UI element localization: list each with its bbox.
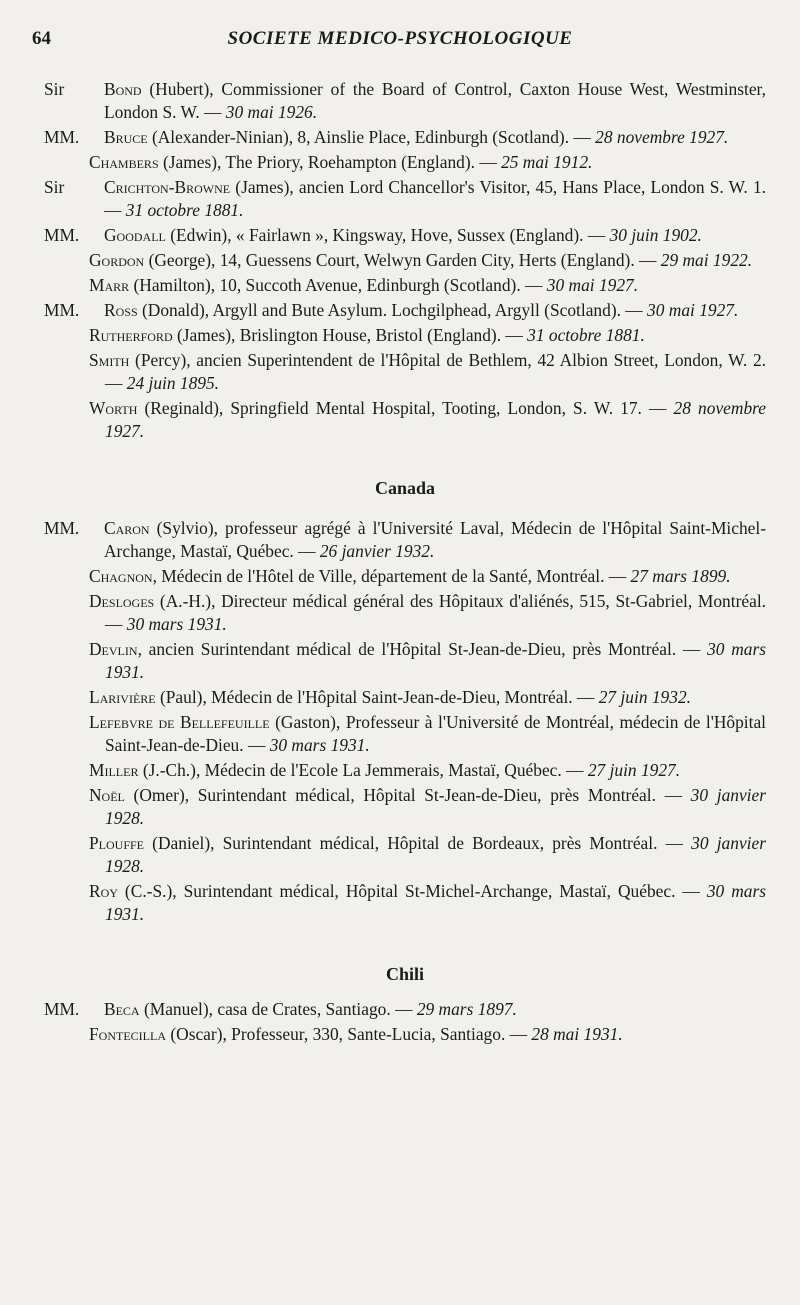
member-prefix: MM.	[44, 225, 80, 245]
member-details: (Reginald), Springfield Mental Hospital, Tooting, London, S. W. 17. —	[137, 398, 674, 418]
member-date: 25 mai 1912.	[501, 152, 593, 172]
member-prefix: MM.	[44, 999, 80, 1019]
member-name: Smith	[89, 350, 130, 370]
member-name: Worth	[89, 398, 138, 418]
member-entry	[44, 590, 766, 636]
member-details: (Oscar), Professeur, 330, Sante-Lucia, Santiago. —	[166, 1024, 532, 1044]
member-date: 30 mars 1931.	[126, 614, 227, 634]
member-details: (J.-Ch.), Médecin de l'Ecole La Jemmerais, Mastaï, Québec. —	[138, 760, 588, 780]
member-prefix: Sir	[44, 177, 65, 197]
member-date: 29 mai 1922.	[660, 250, 753, 270]
member-date: 27 mars 1899.	[630, 566, 731, 586]
member-details: (Paul), Médecin de l'Hôpital Saint-Jean-de-Dieu, Montréal. —	[155, 687, 599, 707]
member-name: Chambers	[89, 152, 159, 172]
member-name: Fontecilla	[89, 1024, 166, 1044]
member-date: 30 mai 1927.	[647, 300, 739, 320]
member-name: Marr	[89, 275, 130, 295]
member-entry	[44, 784, 766, 830]
member-details: (Hamilton), 10, Succoth Avenue, Edinburgh (Scotland). —	[129, 275, 547, 295]
member-prefix: MM.	[44, 300, 80, 320]
member-name: Bruce	[104, 127, 148, 147]
member-prefix: MM.	[44, 127, 80, 147]
section-heading: Canada	[374, 478, 436, 498]
member-details: (James), Brislington House, Bristol (England). —	[172, 325, 528, 345]
member-details: (C.-S.), Surintendant médical, Hôpital St-Michel-Archange, Mastaï, Québec. —	[117, 881, 707, 901]
member-entry	[44, 78, 766, 124]
member-name: Crichton-Browne	[104, 177, 231, 197]
member-date: 30 mai 1927.	[546, 275, 639, 295]
member-details: (Gaston), Professeur à l'Université de Montréal, médecin de l'Hôpital Saint-Jean-de-Dieu. —	[105, 712, 766, 755]
member-entry	[44, 349, 766, 395]
member-date: 24 juin 1895.	[126, 373, 220, 393]
member-date: 28 novembre 1927.	[595, 127, 729, 147]
member-name: Lefebvre de Bellefeuille	[89, 712, 270, 732]
member-details: (Hubert), Commissioner of the Board of Control, Caxton House West, Westminster, London S. W. —	[104, 79, 766, 122]
member-details: (Percy), ancien Superintendent de l'Hôpital de Bethlem, 42 Albion Street, London, W. 2. —	[105, 350, 766, 393]
member-entry	[44, 686, 766, 709]
member-details: , ancien Surintendant médical de l'Hôpital St-Jean-de-Dieu, près Montréal. —	[137, 639, 708, 659]
member-date: 30 mars 1931.	[269, 735, 370, 755]
member-date: 29 mars 1897.	[416, 999, 517, 1019]
member-date: 30 mars 1931.	[105, 881, 766, 924]
member-prefix: Sir	[44, 79, 65, 99]
member-details: (Daniel), Surintendant médical, Hôpital de Bordeaux, près Montréal. —	[144, 833, 692, 853]
member-details: (Omer), Surintendant médical, Hôpital St-Jean-de-Dieu, près Montréal. —	[124, 785, 691, 805]
member-entry	[44, 224, 766, 247]
member-entry	[44, 711, 766, 757]
member-date: 30 janvier 1928.	[105, 785, 766, 828]
member-name: Desloges	[89, 591, 155, 611]
member-date: 27 juin 1927.	[587, 760, 681, 780]
member-entry	[44, 397, 766, 443]
member-name: Gordon	[89, 250, 145, 270]
member-date: 26 janvier 1932.	[319, 541, 435, 561]
member-entry	[44, 151, 766, 174]
member-name: Beca	[104, 999, 140, 1019]
member-entry	[44, 1023, 766, 1046]
member-entry	[44, 324, 766, 347]
member-date: 31 octobre 1881.	[125, 200, 244, 220]
member-date: 31 octobre 1881.	[527, 325, 645, 345]
member-name: Larivière	[89, 687, 156, 707]
member-list	[44, 78, 766, 1048]
member-name: Bond	[104, 79, 142, 99]
member-name: Rutherford	[89, 325, 173, 345]
member-date: 30 mars 1931.	[105, 639, 766, 682]
member-date: 30 juin 1902.	[609, 225, 702, 245]
member-details: , Médecin de l'Hôtel de Ville, département de la Santé, Montréal. —	[152, 566, 631, 586]
member-details: (James), The Priory, Roehampton (England). —	[158, 152, 502, 172]
section-heading: Chili	[385, 964, 424, 984]
page-header	[30, 28, 770, 56]
member-name: Goodall	[104, 225, 166, 245]
member-entry	[44, 759, 766, 782]
member-entry	[44, 832, 766, 878]
member-details: (A.-H.), Directeur médical général des Hôpitaux d'aliénés, 515, St-Gabriel, Montréal. —	[105, 591, 766, 634]
member-date: 27 juin 1932.	[598, 687, 691, 707]
member-entry	[44, 880, 766, 926]
running-title: SOCIETE MEDICO-PSYCHOLOGIQUE	[227, 28, 573, 49]
page-number: 64	[32, 28, 51, 49]
member-date: 28 mai 1931.	[531, 1024, 623, 1044]
member-details: (Sylvio), professeur agrégé à l'Université Laval, Médecin de l'Hôpital Saint-Michel-Archange, Mastaï, Québec. —	[104, 518, 766, 561]
member-details: (Alexander-Ninian), 8, Ainslie Place, Edinburgh (Scotland). —	[147, 127, 596, 147]
member-date: 30 mai 1926.	[225, 102, 318, 122]
member-details: (Manuel), casa de Crates, Santiago. —	[139, 999, 417, 1019]
member-prefix: MM.	[44, 518, 80, 538]
member-name: Chagnon	[89, 566, 153, 586]
member-details: (James), ancien Lord Chancellor's Visitor, 45, Hans Place, London S. W. 1. —	[104, 177, 766, 220]
member-entry	[44, 998, 766, 1021]
member-name: Noël	[89, 785, 125, 805]
member-entry	[44, 565, 766, 588]
member-entry	[44, 249, 766, 272]
member-entry	[44, 517, 766, 563]
member-details: (George), 14, Guessens Court, Welwyn Garden City, Herts (England). —	[144, 250, 661, 270]
member-name: Ross	[104, 300, 138, 320]
member-details: (Edwin), « Fairlawn », Kingsway, Hove, Sussex (England). —	[165, 225, 610, 245]
member-date: 28 novembre 1927.	[105, 398, 766, 441]
member-entry	[44, 176, 766, 222]
member-name: Devlin	[89, 639, 138, 659]
member-entry	[44, 638, 766, 684]
member-details: (Donald), Argyll and Bute Asylum. Lochgilphead, Argyll (Scotland). —	[137, 300, 648, 320]
member-date: 30 janvier 1928.	[105, 833, 766, 876]
member-entry	[44, 299, 766, 322]
member-entry	[44, 126, 766, 149]
member-name: Caron	[104, 518, 150, 538]
member-entry	[44, 274, 766, 297]
member-name: Roy	[89, 881, 118, 901]
member-name: Miller	[89, 760, 139, 780]
member-name: Plouffe	[89, 833, 145, 853]
